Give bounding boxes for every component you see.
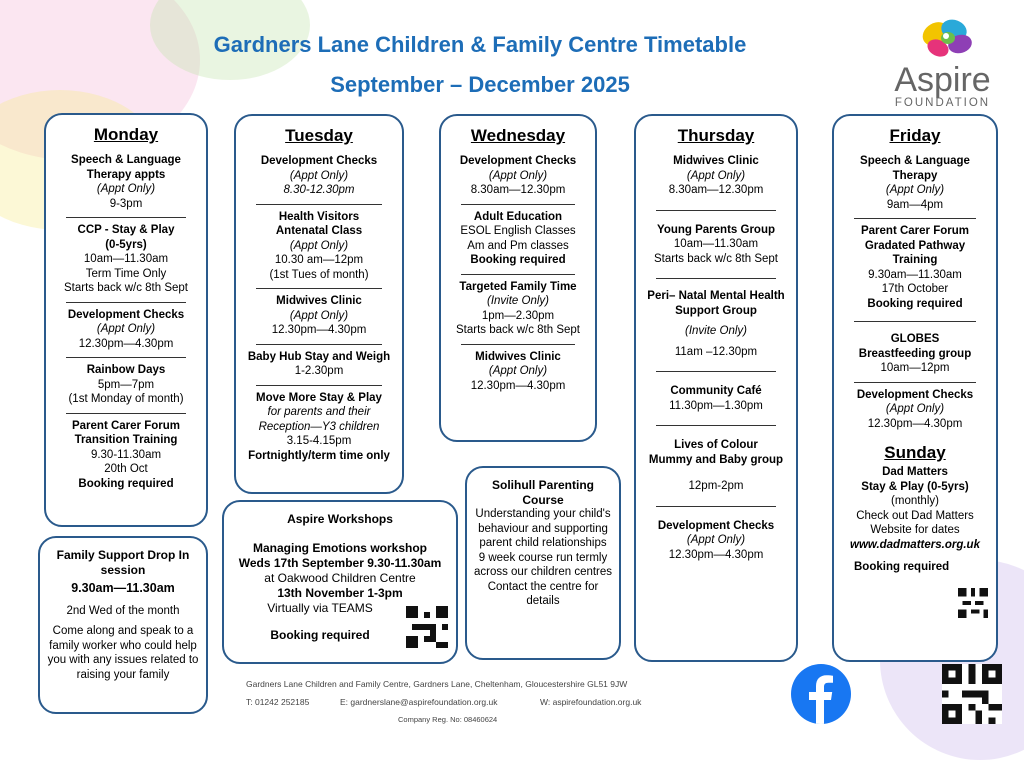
entry-title: Adult Education: [473, 210, 563, 223]
entry-note: Booking required: [854, 561, 950, 573]
divider: [66, 357, 186, 358]
entry-time: 13th November 1-3pm: [277, 586, 403, 600]
logo-name: Aspire: [894, 61, 991, 99]
aspire-logo-icon: [880, 12, 1005, 60]
entry-time: 9.30am—11.30am: [868, 268, 962, 281]
divider: [256, 288, 382, 289]
entry-time: 11am –12.30pm: [674, 345, 758, 358]
entry-title: Family Support Drop In session: [56, 548, 190, 577]
entry-title: Speech & Language: [860, 155, 970, 167]
wednesday-card: [439, 114, 597, 442]
divider: [656, 425, 776, 426]
entry-title: Speech & Language: [71, 154, 181, 166]
page-subtitle: September – December 2025: [330, 72, 630, 97]
entry-note: (Appt Only): [289, 239, 349, 252]
entry-note: 17th October: [881, 283, 949, 295]
entry-time: 10am—11.30am: [83, 253, 169, 265]
divider: [256, 204, 382, 205]
entry-title: Therapy: [892, 169, 938, 182]
day-heading: Wednesday: [470, 126, 566, 145]
entry-time: 12.30pm—4.30pm: [867, 417, 963, 430]
entry-desc: Understanding your child's behaviour and supporting parent child relationships: [475, 508, 611, 549]
entry-time: 8.30am—12.30pm: [470, 184, 566, 196]
entry-title: Midwives Clinic: [276, 295, 362, 307]
entry-title: (0-5yrs): [105, 238, 147, 251]
tuesday-card: [234, 114, 404, 494]
entry-note: (Appt Only): [885, 184, 945, 196]
entry-title: Move More Stay & Play: [256, 391, 382, 404]
qr-icon: [942, 664, 1002, 724]
entry-note: (Appt Only): [885, 403, 945, 415]
monday-card: [44, 113, 208, 527]
entry-time: 9-3pm: [109, 197, 143, 210]
entry-note: at Oakwood Children Centre: [264, 571, 416, 585]
entry-title: Parent Carer Forum: [860, 225, 969, 237]
entry-note: 2nd Wed of the month: [66, 604, 180, 617]
divider: [256, 344, 382, 345]
qr-icon: [958, 588, 988, 618]
entry-time: 9am—4pm: [886, 198, 944, 211]
entry-time: 8.30-12.30pm: [283, 184, 355, 196]
entry-title: Peri– Natal Mental Health: [647, 290, 785, 302]
divider: [256, 385, 382, 386]
entry-note: Booking required: [470, 254, 566, 266]
entry-note: Booking required: [867, 297, 963, 310]
day-heading: Sunday: [884, 443, 946, 462]
entry-note: for parents and their: [267, 406, 371, 418]
entry-time: 5pm—7pm: [97, 378, 155, 391]
divider: [656, 210, 776, 211]
entry-time: 12.30pm—4.30pm: [271, 324, 367, 336]
divider: [461, 204, 575, 205]
entry-time: 3.15-4.15pm: [286, 435, 352, 447]
entry-note: Term Time Only: [85, 267, 167, 280]
entry-title: Lives of Colour: [674, 439, 758, 451]
entry-title: Antenatal Class: [275, 225, 363, 237]
entry-title: Rainbow Days: [86, 364, 166, 376]
entry-note: Website for dates: [870, 524, 960, 536]
entry-title: Therapy appts: [86, 168, 166, 181]
entry-note: Starts back w/c 8th Sept: [455, 324, 580, 336]
entry-title: Targeted Family Time: [459, 280, 577, 293]
entry-title: Managing Emotions workshop: [252, 541, 427, 555]
solihull-card: [465, 466, 621, 660]
entry-note: (Appt Only): [686, 169, 746, 182]
entry-time: 10am—12pm: [880, 362, 950, 374]
entry-title: Training: [892, 254, 938, 266]
divider: [854, 218, 976, 219]
entry-title: Development Checks: [657, 519, 775, 532]
entry-note: Am and Pm classes: [467, 239, 569, 252]
entry-note: (Appt Only): [289, 309, 349, 322]
facebook-icon[interactable]: [791, 664, 851, 724]
entry-title: Community Café: [670, 385, 762, 397]
entry-time: 11.30pm—1.30pm: [669, 399, 763, 412]
entry-title: Transition Training: [74, 434, 178, 446]
footer-email[interactable]: E: gardnerslane@aspirefoundation.org.uk: [340, 697, 498, 707]
entry-time: 12.30pm—4.30pm: [668, 548, 764, 561]
footer-company: Company Reg. No: 08460624: [398, 715, 498, 724]
footer-web[interactable]: W: aspirefoundation.org.uk: [540, 697, 642, 707]
entry-note: Starts back w/c 8th Sept: [63, 282, 188, 294]
entry-time: 12.30pm—4.30pm: [78, 337, 174, 350]
entry-title: Development Checks: [459, 155, 577, 167]
entry-title: GLOBES: [890, 333, 940, 345]
friday-card: [832, 114, 998, 662]
divider: [66, 217, 186, 218]
day-heading: Tuesday: [285, 126, 353, 145]
entry-title: CCP - Stay & Play: [77, 224, 175, 236]
entry-title: Baby Hub Stay and Weigh: [247, 350, 391, 363]
entry-note: (Appt Only): [96, 183, 156, 195]
entry-time: 9.30am—11.30am: [71, 581, 175, 595]
dad-matters-qr-code[interactable]: [958, 588, 988, 618]
entry-note: ESOL English Classes: [460, 225, 576, 237]
footer-address: Gardners Lane Children and Family Centre, Gardners Lane, Cheltenham, Gloucestershire GL51 9JW: [246, 679, 628, 689]
entry-desc: 9 week course run termly across our children centres: [473, 551, 613, 578]
entry-note: Booking required: [78, 477, 174, 490]
entry-note: (1st Tues of month): [269, 268, 369, 281]
entry-note: Reception—Y3 children: [258, 420, 380, 433]
dad-matters-link[interactable]: www.dadmatters.org.uk: [850, 538, 980, 551]
divider: [656, 278, 776, 279]
entry-note: (Appt Only): [289, 169, 349, 182]
entry-title: Solihull Parenting Course: [491, 478, 594, 507]
entry-title: Development Checks: [260, 155, 378, 167]
entry-time: 12pm-2pm: [688, 480, 744, 492]
entry-title: Parent Carer Forum: [71, 419, 180, 432]
entry-note: (Invite Only): [685, 325, 747, 337]
entry-title: Development Checks: [856, 388, 974, 401]
family-support-card: [38, 536, 208, 714]
entry-title: Midwives Clinic: [673, 155, 759, 167]
entry-note: (Invite Only): [487, 295, 549, 307]
entry-title: Aspire Workshops: [287, 512, 393, 526]
entry-time: 12.30pm—4.30pm: [470, 379, 566, 392]
entry-desc: Come along and speak to a family worker who could help you with any issues related to raising your family: [47, 625, 199, 681]
entry-title: Stay & Play (0-5yrs): [861, 480, 969, 493]
divider: [854, 321, 976, 322]
entry-time: 8.30am—12.30pm: [668, 184, 764, 196]
entry-title: Dad Matters: [882, 466, 948, 478]
entry-note: Virtually via TEAMS: [267, 601, 373, 615]
workshops-card: [222, 500, 458, 664]
entry-time: 10am—11.30am: [673, 238, 759, 250]
entry-note: Starts back w/c 8th Sept: [653, 252, 778, 265]
entry-title: Mummy and Baby group: [648, 453, 784, 466]
divider: [656, 371, 776, 372]
divider: [66, 413, 186, 414]
entry-title: Gradated Pathway: [864, 239, 966, 252]
entry-note: Booking required: [270, 628, 370, 642]
divider: [461, 274, 575, 275]
entry-note: Fortnightly/term time only: [248, 449, 390, 462]
qr-icon: [406, 606, 448, 648]
entry-note: (Appt Only): [488, 365, 548, 377]
entry-note: 20th Oct: [104, 463, 148, 475]
entry-note: (Appt Only): [686, 534, 746, 546]
divider: [854, 382, 976, 383]
entry-time: 1-2.30pm: [294, 365, 344, 377]
entry-title: Breastfeeding group: [858, 347, 972, 360]
entry-title: Midwives Clinic: [475, 350, 561, 363]
divider: [461, 344, 575, 345]
entry-time: Weds 17th September 9.30-11.30am: [238, 556, 442, 570]
entry-time: 9.30-11.30am: [90, 448, 162, 461]
workshop-qr-code[interactable]: [406, 606, 448, 648]
entry-time: 1pm—2.30pm: [481, 309, 555, 322]
footer-tel: T: 01242 252185: [246, 697, 310, 707]
entry-title: Young Parents Group: [657, 223, 775, 236]
day-heading: Friday: [889, 126, 941, 145]
entry-note: Check out Dad Matters: [856, 509, 974, 522]
footer-qr-code[interactable]: [942, 664, 1002, 729]
day-heading: Thursday: [677, 126, 755, 145]
entry-note: (1st Monday of month): [68, 393, 184, 405]
divider: [66, 302, 186, 303]
entry-note: (monthly): [891, 495, 939, 507]
thursday-card: [634, 114, 798, 662]
entry-title: Support Group: [675, 304, 757, 317]
logo-sub: FOUNDATION: [894, 97, 991, 109]
entry-time: 10.30 am—12pm: [274, 254, 364, 266]
day-heading: Monday: [93, 125, 159, 144]
entry-title: Development Checks: [67, 308, 185, 321]
divider: [656, 506, 776, 507]
entry-title: Health Visitors: [278, 210, 360, 223]
entry-note: (Appt Only): [488, 169, 548, 182]
entry-note: (Appt Only): [96, 323, 156, 335]
entry-note: Contact the centre for details: [487, 580, 599, 607]
page-title: Gardners Lane Children & Family Centre Timetable: [213, 32, 747, 57]
aspire-logo: [880, 12, 1005, 107]
